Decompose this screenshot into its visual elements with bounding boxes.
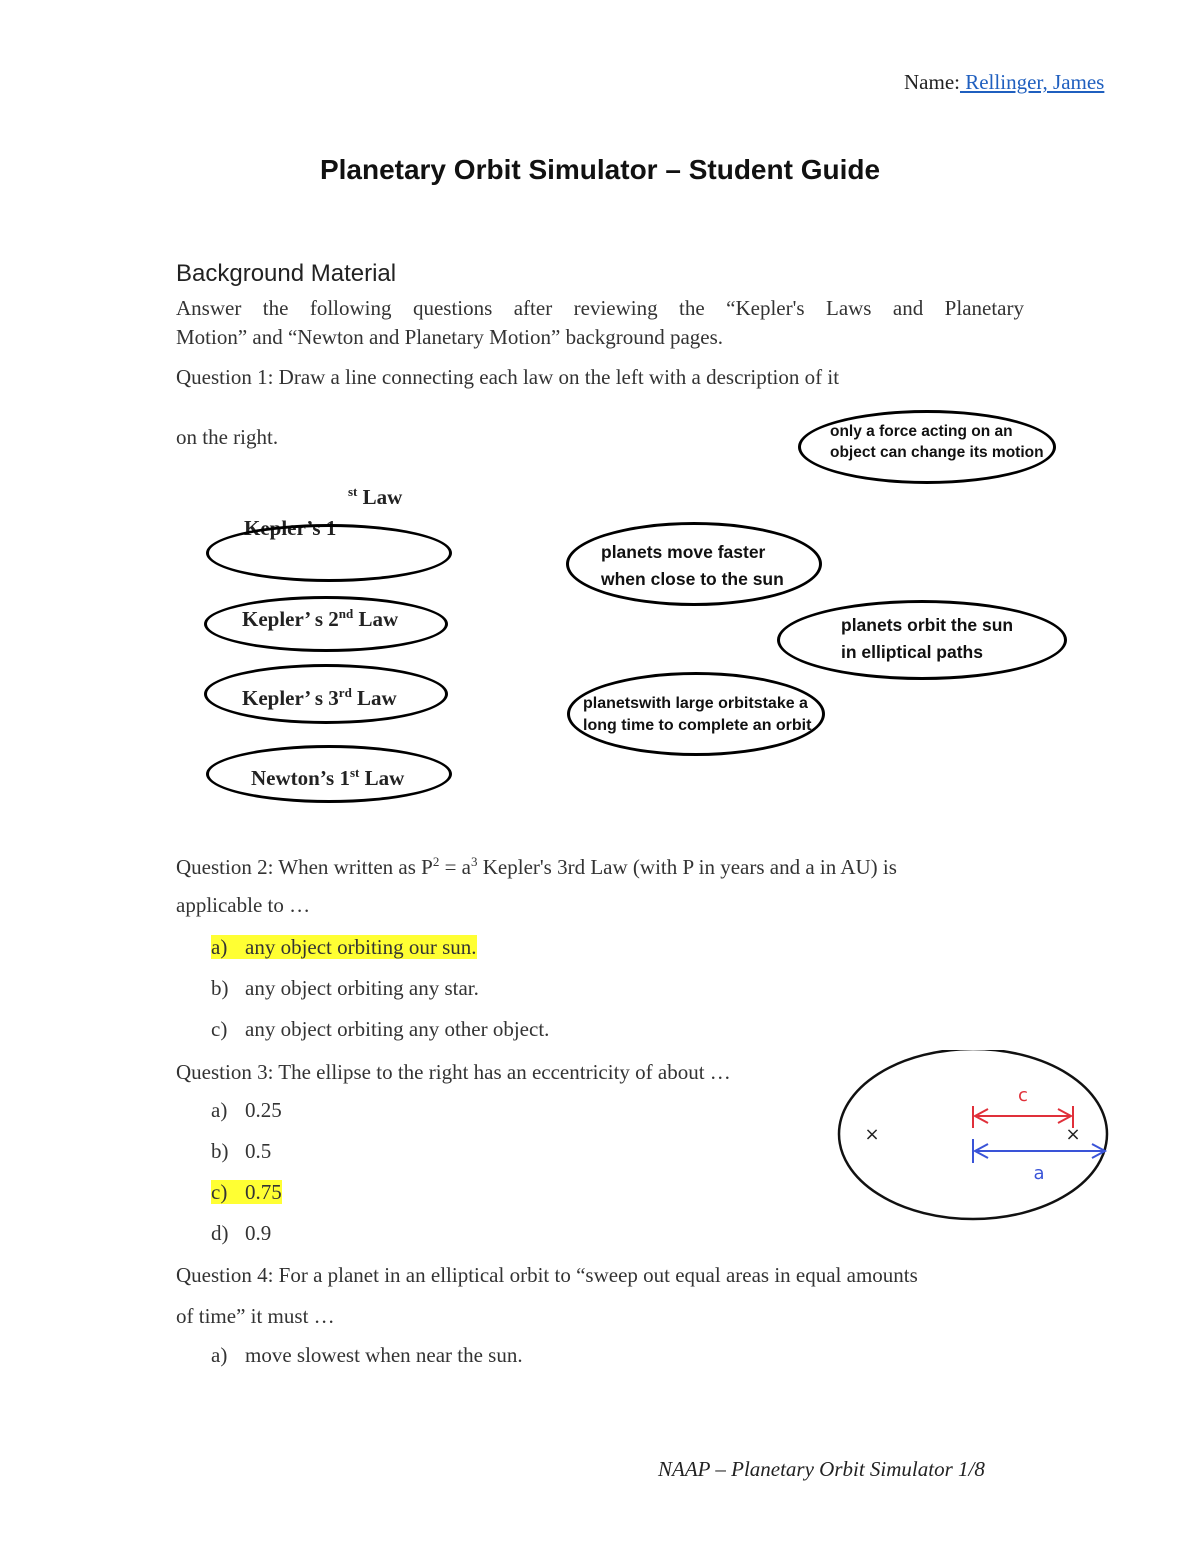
law-label-kepler-3: Kepler’ s 3rd Law bbox=[242, 685, 397, 710]
a-arrow bbox=[973, 1139, 1105, 1163]
name-value: Rellinger, James bbox=[959, 70, 1105, 94]
law-label-fragment: Kepler’s 1 bbox=[244, 516, 337, 540]
focus-mark-right: × bbox=[1065, 1124, 1081, 1145]
option-q3-a[interactable]: a) 0.25 bbox=[211, 1098, 282, 1122]
label-a: a bbox=[1033, 1163, 1045, 1184]
question-2-text: Question 2: When written as $P^2 = a^3$ Kepler's 3rd Law (with P in years and a in AU) is bbox=[176, 854, 897, 879]
law-oval-kepler-1[interactable] bbox=[206, 524, 452, 582]
section-heading: Background Material bbox=[176, 260, 397, 287]
name-line bbox=[904, 70, 1104, 95]
background-paragraph bbox=[176, 294, 1024, 352]
option-q2-b[interactable]: b) any object orbiting any star. bbox=[211, 976, 479, 1000]
option-q4-a[interactable]: a) move slowest when near the sun. bbox=[211, 1343, 523, 1367]
paragraph-line: Answer the following questions after reviewing the “Kepler's Laws and Planetary bbox=[176, 296, 1024, 320]
option-q3-b[interactable]: b) 0.5 bbox=[211, 1139, 272, 1163]
description-text: planets move faster when close to the sun bbox=[601, 542, 784, 589]
description-text: only a force acting on an object can change its motion bbox=[830, 423, 1044, 461]
description-text: planetswith large orbitstake a long time to complete an orbit bbox=[583, 695, 812, 734]
question-4-text: Question 4: For a planet in an elliptical orbit to “sweep out equal areas in equal amounts bbox=[176, 1263, 918, 1287]
law-label-newton-1: Newton’s 1st Law bbox=[251, 765, 405, 790]
description-text: planets orbit the sun in elliptical paths bbox=[841, 615, 1014, 662]
c-arrow bbox=[973, 1106, 1073, 1128]
law-label-kepler-2: Kepler’ s 2nd Law bbox=[242, 606, 399, 631]
paragraph-line: Motion” and “Newton and Planetary Motion” background pages. bbox=[176, 325, 724, 349]
option-q2-a[interactable]: a) any object orbiting our sun. bbox=[211, 935, 477, 959]
question-3-text: Question 3: The ellipse to the right has an eccentricity of about … bbox=[176, 1060, 731, 1084]
ellipse-diagram bbox=[830, 1050, 1120, 1230]
question-2-text-cont: applicable to … bbox=[176, 893, 311, 917]
label-c: c bbox=[1018, 1085, 1028, 1106]
option-q3-d[interactable]: d) 0.9 bbox=[211, 1221, 272, 1245]
question-1-text: Question 1: Draw a line connecting each law on the left with a description of it bbox=[176, 365, 840, 389]
law-label-fragment: $^{st}$ Law bbox=[348, 484, 403, 509]
option-q3-c[interactable]: c) 0.75 bbox=[211, 1180, 282, 1204]
question-1-text-cont: on the right. bbox=[176, 425, 279, 449]
name-label: Name: bbox=[904, 70, 960, 94]
option-q2-c[interactable]: c) any object orbiting any other object. bbox=[211, 1017, 550, 1041]
page-title: Planetary Orbit Simulator – Student Guide bbox=[319, 154, 881, 185]
page-footer: NAAP – Planetary Orbit Simulator 1/8 bbox=[658, 1457, 985, 1481]
focus-mark-left: × bbox=[864, 1124, 880, 1145]
question-4-text-cont: of time” it must … bbox=[176, 1304, 335, 1328]
